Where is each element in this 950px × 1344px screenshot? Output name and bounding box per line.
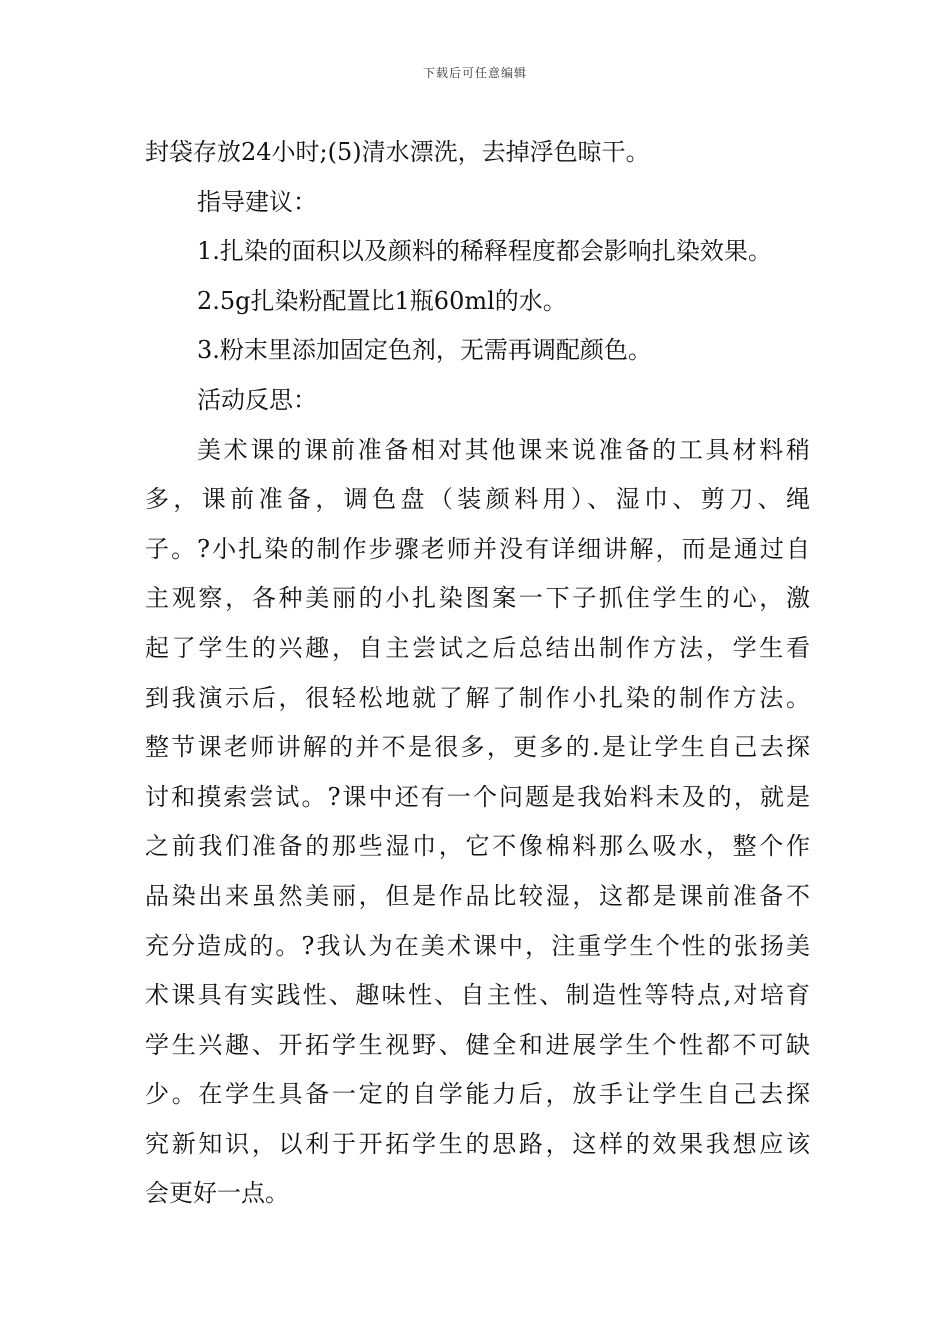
paragraph-line: 学生兴趣、开拓学生视野、健全和进展学生个性都不可缺	[145, 1030, 810, 1059]
paragraph-line: 封袋存放24小时;(5)清水漂洗，去掉浮色晾干。	[145, 138, 650, 166]
paragraph-line: 整节课老师讲解的并不是很多，更多的.是让学生自己去探	[145, 733, 810, 762]
section-heading-reflection: 活动反思：	[197, 385, 317, 414]
list-item: 3.粉末里添加固定色剂，无需再调配颜色。	[197, 336, 652, 365]
paragraph-line: 美术课的课前准备相对其他课来说准备的工具材料稍	[197, 435, 810, 464]
paragraph-line: 子。?小扎染的制作步骤老师并没有详细讲解，而是通过自	[145, 534, 810, 563]
list-item: 2.5g扎染粉配置比1瓶60ml的水。	[197, 286, 567, 315]
document-body	[145, 128, 810, 1219]
page-header-note: 下载后可任意编辑	[422, 66, 527, 80]
paragraph-line: 讨和摸索尝试。?课中还有一个问题是我始料未及的，就是	[145, 782, 810, 811]
list-item: 1.扎染的面积以及颜料的稀释程度都会影响扎染效果。	[197, 237, 772, 266]
section-heading-guidance: 指导建议：	[197, 187, 317, 216]
paragraph-line: 主观察，各种美丽的小扎染图案一下子抓住学生的心，激	[145, 584, 810, 613]
paragraph-line: 会更好一点。	[145, 1179, 289, 1208]
paragraph-line: 术课具有实践性、趣味性、自主性、制造性等特点,对培育	[145, 981, 810, 1010]
paragraph-line: 多，课前准备，调色盘（装颜料用）、湿巾、剪刀、绳	[145, 485, 810, 514]
paragraph-line: 起了学生的兴趣，自主尝试之后总结出制作方法，学生看	[145, 633, 810, 662]
paragraph-line: 少。在学生具备一定的自学能力后，放手让学生自己去探	[145, 1080, 810, 1109]
paragraph-line: 充分造成的。?我认为在美术课中，注重学生个性的张扬美	[145, 931, 810, 960]
paragraph-line: 究新知识，以利于开拓学生的思路，这样的效果我想应该	[145, 1129, 810, 1158]
paragraph-line: 到我演示后，很轻松地就了解了制作小扎染的制作方法。	[145, 683, 810, 712]
paragraph-line: 之前我们准备的那些湿巾，它不像棉料那么吸水，整个作	[145, 832, 810, 861]
paragraph-line: 品染出来虽然美丽，但是作品比较湿，这都是课前准备不	[145, 881, 810, 910]
